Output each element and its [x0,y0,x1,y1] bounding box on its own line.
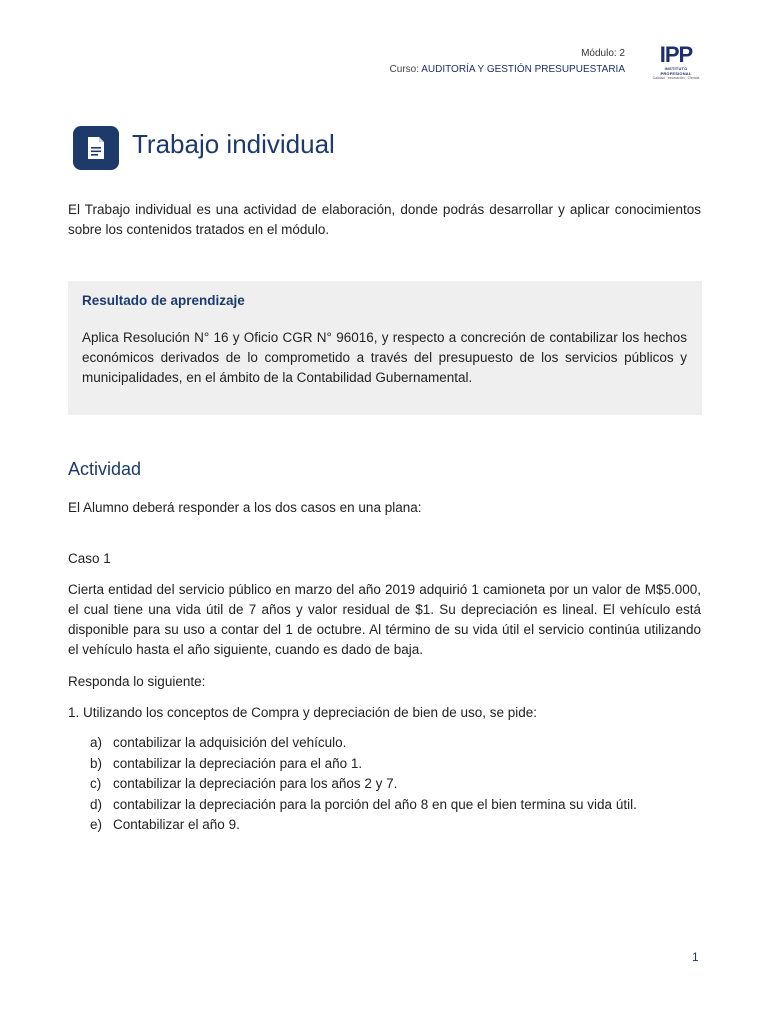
list-item [90,754,700,775]
item-letter: c) [90,776,102,791]
intro-paragraph: El Trabajo individual es una actividad de elaboración, donde podrás desarrollar y aplicar conocimientos sobre los contenidos tratados en el módulo. [68,202,701,237]
learning-result-body: Aplica Resolución N° 16 y Oficio CGR N° 96016, y respecto a concreción de contabilizar los hechos económicos derivados de lo comprometido a través del presupuesto de los servicios públicos y municipalidades, en el ámbito de la Contabilidad Gubernamental. [82,330,687,385]
item-letter: a) [90,735,103,750]
respond-label: Responda lo siguiente: [68,674,206,689]
activity-instruction: El Alumno deberá responder a los dos casos en una plana: [68,500,422,515]
course-prefix: Curso: [389,64,422,75]
module-label: Módulo: 2 [581,48,625,59]
ipp-logo [650,44,702,81]
course-label [390,62,625,78]
logo-tagline: Calidad · Innovación · Ciencia [652,76,700,80]
item-text: contabilizar la depreciación para la porción del año 8 en que el bien termina su vida útil. [113,796,637,812]
item-letter: d) [90,796,103,812]
learning-result-title: Resultado de aprendizaje [82,293,245,308]
item-text: Contabilizar el año 9. [113,817,240,832]
page-title: Trabajo individual [132,129,335,159]
list-item [90,733,700,754]
item-text: contabilizar la depreciación para el año 1. [113,755,363,771]
question-items [90,733,700,836]
question-1: 1. Utilizando los conceptos de Compra y depreciación de bien de uso, se pide: [68,705,538,720]
list-item [90,774,700,795]
logo-text: IPP [659,42,693,67]
item-letter: e) [90,817,103,832]
case-title: Caso 1 [68,551,111,566]
course-name: AUDITORÍA Y GESTIÓN PRESUPUESTARIA [421,64,625,75]
item-letter: b) [90,755,103,771]
page-number: 1 [692,950,699,964]
item-text: contabilizar la adquisición del vehículo. [113,735,347,750]
item-text: contabilizar la depreciación para los años 2 y 7. [113,776,398,791]
list-item [90,795,700,816]
activity-title: Actividad [68,459,142,479]
document-icon [73,126,119,170]
learning-result-box [68,281,702,415]
list-item [90,815,700,836]
logo-subtitle: INSTITUTO PROFESIONAL [660,66,692,76]
case-body: Cierta entidad del servicio público en marzo del año 2019 adquirió 1 camioneta por un valor de M$5.000, el cual tiene una vida útil de 7 años y valor residual de $1. Su depreciación es lineal. El vehículo está disponible para su uso a contar del 1 de octubre. Al término de su vida útil el servicio continúa utilizando el vehículo hasta el año siguiente, cuando es dado de baja. [68,582,701,657]
